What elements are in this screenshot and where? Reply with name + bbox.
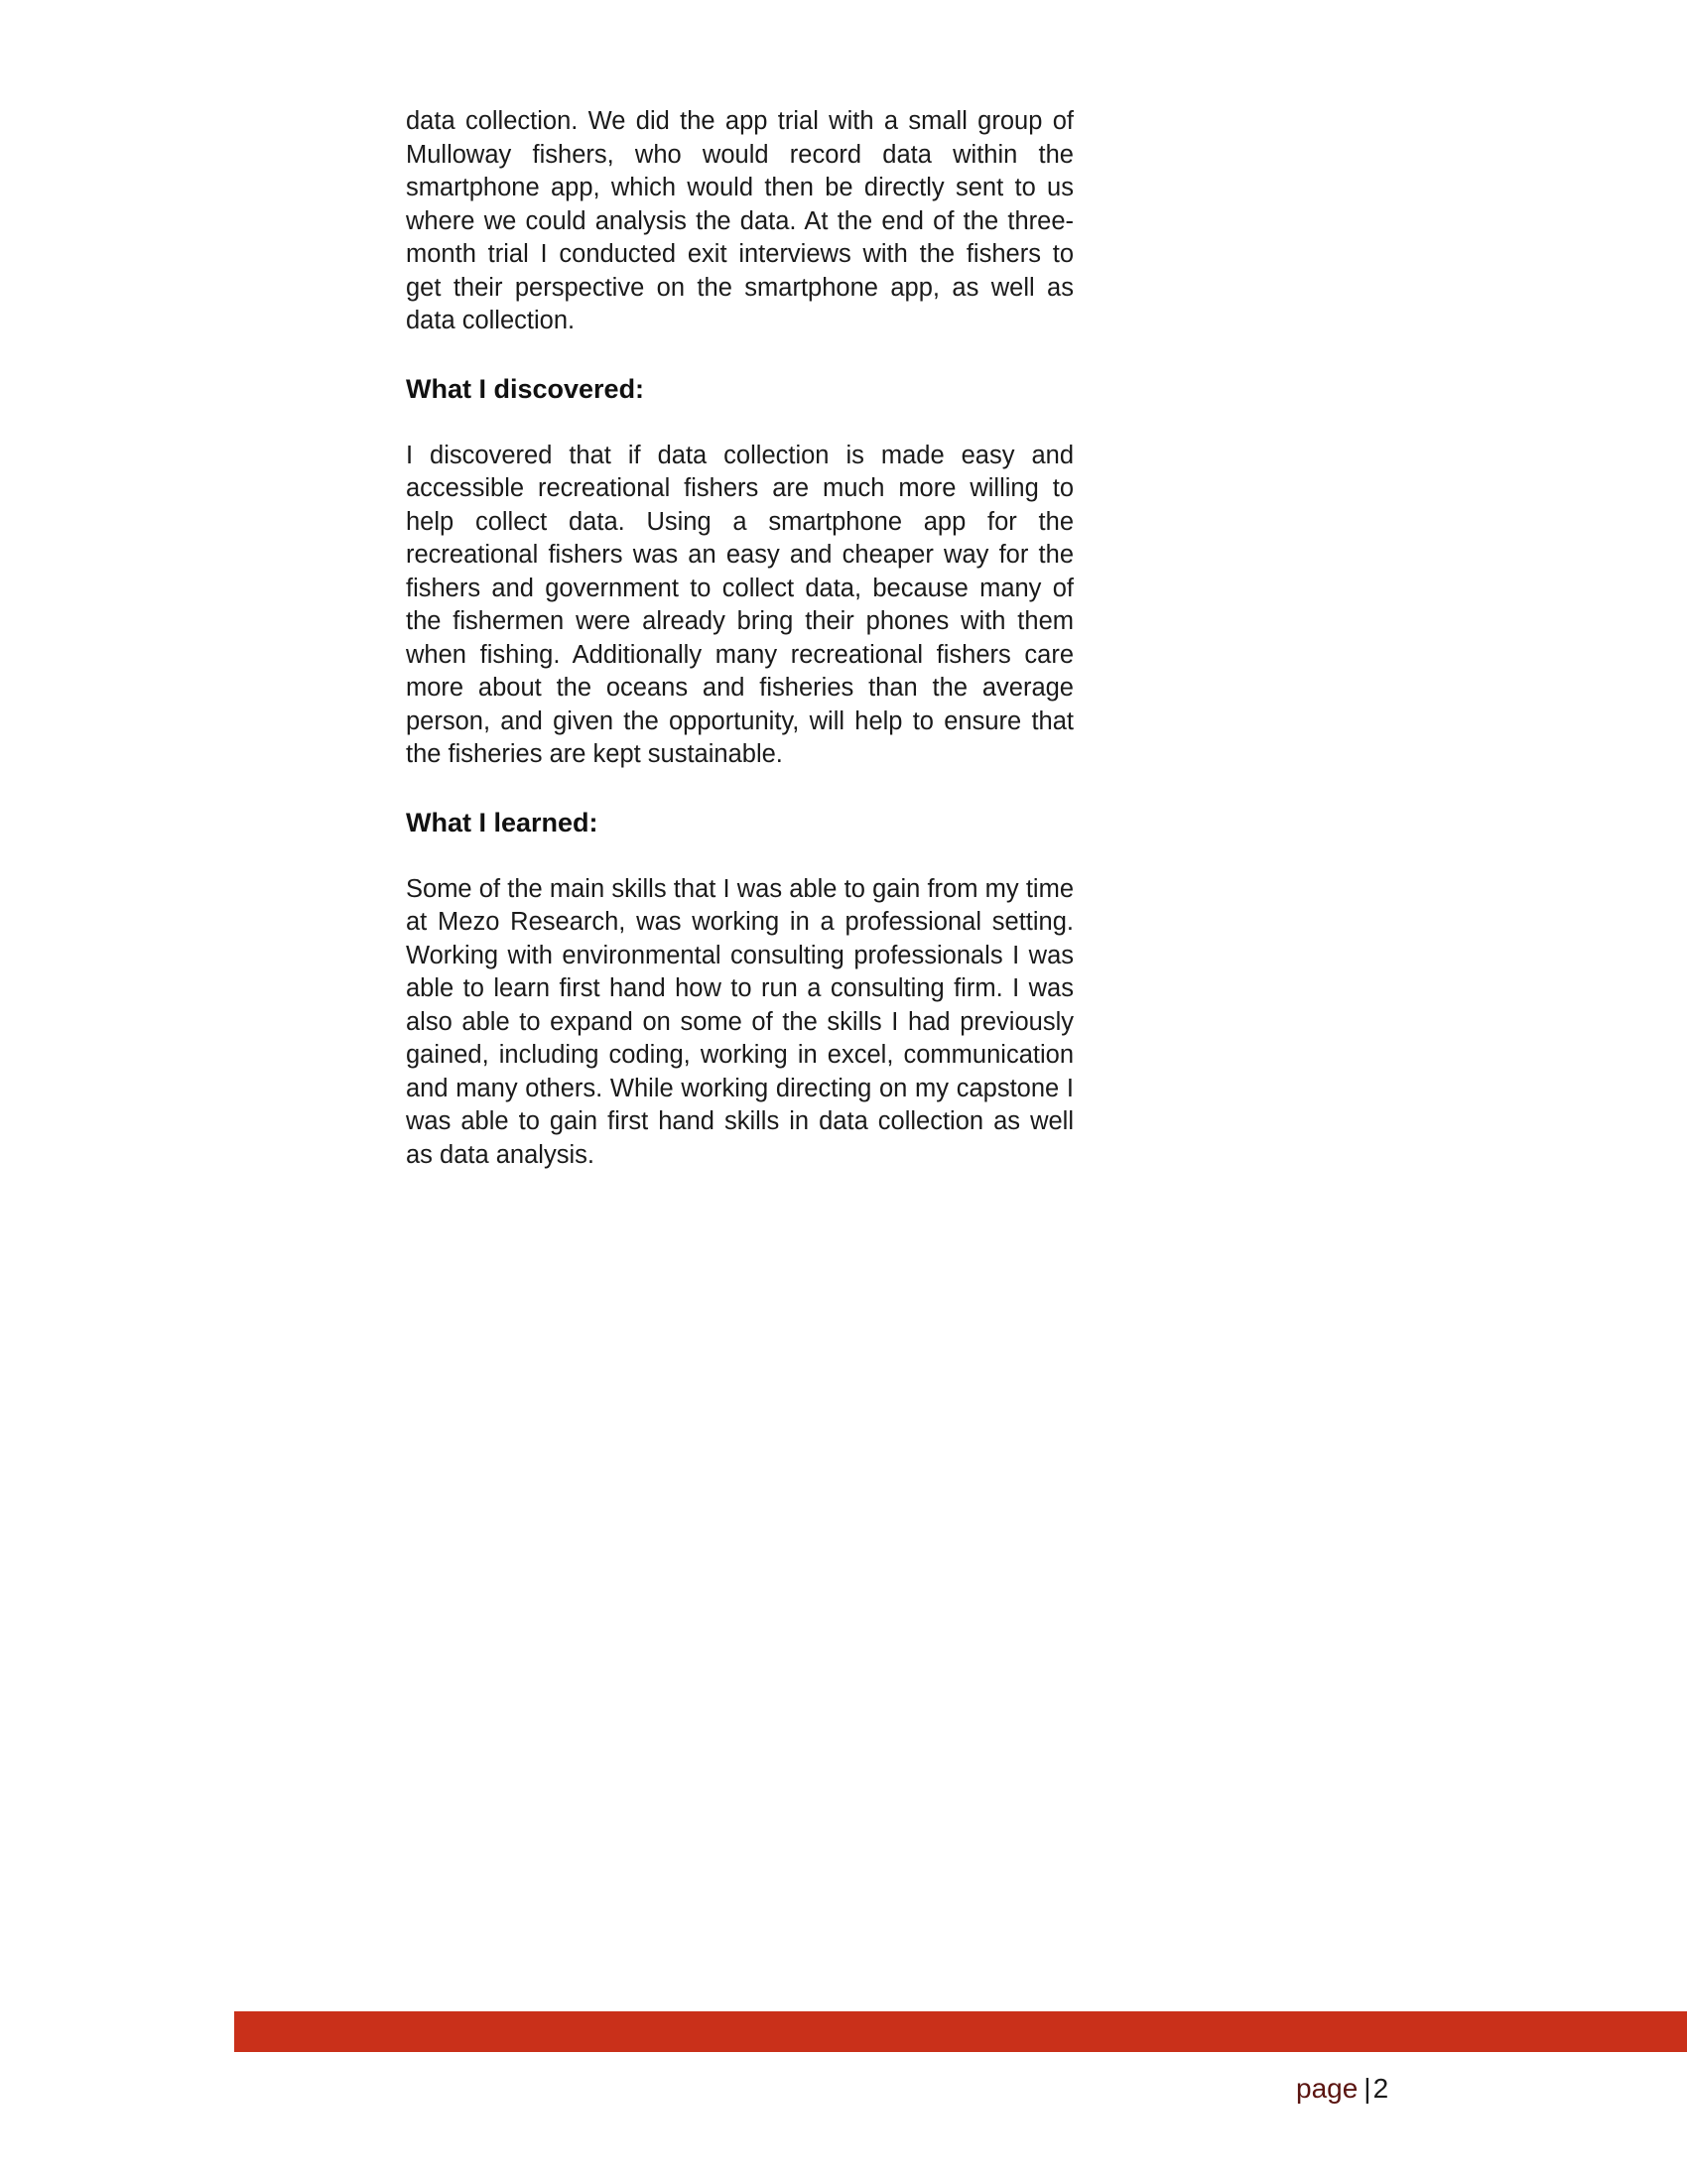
page-number-label	[1296, 2072, 1388, 2106]
page-word: page	[1296, 2073, 1359, 2104]
section-body-learned: Some of the main skills that I was able to gain from my time at Mezo Research, was working in a professional setting. Working with environmental consulting professionals I was able to learn first hand how to run a consulting firm. I was also able to expand on some of the skills I had previously gained, including coding, working in excel, communication and many others. While working directing on my capstone I was able to gain first hand skills in data collection as well as data analysis.	[406, 874, 1074, 1169]
footer-accent-bar	[234, 2011, 1687, 2052]
section-heading-learned: What I learned:	[406, 807, 598, 837]
intro-paragraph: data collection. We did the app trial with a small group of Mulloway fishers, who would record data within the smartphone app, which would then be directly sent to us where we could analysis the data. At the end of the three-month trial I conducted exit interviews with the fishers to get their perspective on the smartphone app, as well as data collection.	[406, 107, 1074, 334]
document-body	[406, 105, 1074, 1172]
section-heading-discovered: What I discovered:	[406, 373, 645, 404]
page-separator: |	[1363, 2073, 1371, 2104]
page-number: 2	[1372, 2073, 1389, 2104]
section-body-discovered: I discovered that if data collection is made easy and accessible recreational fishers are much more willing to help collect data. Using a smartphone app for the recreational fishers was an easy and cheaper way for the fishers and government to collect data, because many of the fishermen were already bring their phones with them when fishing. Additionally many recreational fishers care more about the oceans and fisheries than the average person, and given the opportunity, will help to ensure that the fisheries are kept sustainable.	[406, 441, 1074, 768]
